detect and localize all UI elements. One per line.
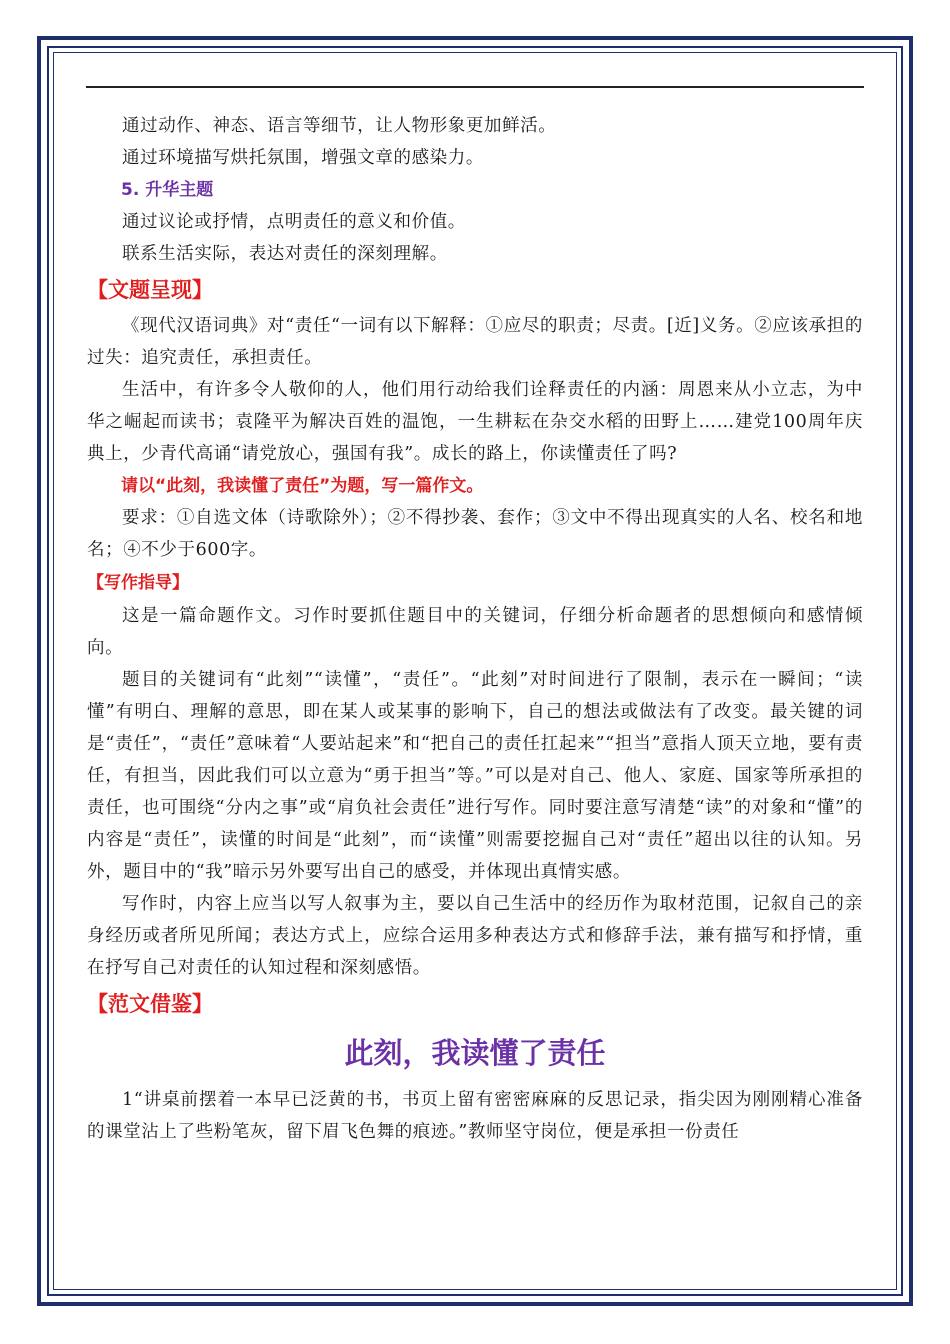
- essay-title: 此刻，我读懂了责任: [344, 1036, 606, 1070]
- topic-paragraph: 生活中，有许多令人敬仰的人，他们用行动给我们诠释责任的内涵：周恩来从小立志，为中华之崛起而读书；袁隆平为解决百姓的温饱，一生耕耘在杂交水稻的田野上……建党100周年庆典上，少青代高诵“请党放心，强国有我”。成长的路上，你读懂责任了吗?: [87, 380, 863, 464]
- body-line: 通过动作、神态、语言等细节，让人物形象更加鲜活。: [122, 116, 557, 136]
- model-heading: 【范文借鉴】: [87, 992, 213, 1016]
- document-body: [87, 110, 863, 1148]
- topic-requirements: 要求：①自选文体（诗歌除外）；②不得抄袭、套作；③文中不得出现真实的人名、校名和地名；④不少于600字。: [87, 508, 863, 560]
- topic-instruction: 请以“此刻，我读懂了责任”为题，写一篇作文。: [121, 476, 484, 496]
- guide-paragraph: 题目的关键词有“此刻”“读懂”，“责任”。“此刻”对时间进行了限制，表示在一瞬间；“读懂”有明白、理解的意思，即在某人或某事的影响下，自己的想法或做法有了改变。最关键的词是“责任”，“责任”意味着“人要站起来”和“把自己的责任扛起来”“担当”意指人顶天立地，要有责任，有担当，因此我们可以立意为“勇于担当”等。”可以是对自己、他人、家庭、国家等所承担的责任，也可围绕“分内之事”或“肩负社会责任”进行写作。同时要注意写清楚“读”的对象和“懂”的内容是“责任”，读懂的时间是“此刻”，而“读懂”则需要挖掘自己对“责任”超出以往的认知。另外，题目中的“我”暗示另外要写出自己的感受，并体现出真情实感。: [87, 670, 863, 882]
- body-line: 通过议论或抒情，点明责任的意义和价值。: [122, 212, 466, 232]
- guide-paragraph: 写作时，内容上应当以写人叙事为主，要以自己生活中的经历作为取材范围，记叙自己的亲身经历或者所见所闻；表达方式上，应综合运用多种表达方式和修辞手法，兼有描写和抒情，重在抒写自己对责任的认知过程和深刻感悟。: [87, 894, 863, 978]
- guide-heading: 【写作指导】: [87, 573, 189, 593]
- guide-paragraph: 这是一篇命题作文。习作时要抓住题目中的关键词，仔细分析命题者的思想倾向和感情倾向。: [87, 606, 863, 658]
- header-rule: [86, 86, 864, 88]
- topic-paragraph: 《现代汉语词典》对“责任“一词有以下解释：①应尽的职责；尽责。[近]义务。②应该承担的过失：追究责任，承担责任。: [87, 316, 863, 368]
- section-heading-5: 5. 升华主题: [121, 180, 214, 200]
- essay-paragraph: 1“讲桌前摆着一本早已泛黄的书，书页上留有密密麻麻的反思记录，指尖因为刚刚精心准备的课堂沾上了些粉笔灰，留下眉飞色舞的痕迹。”教师坚守岗位，便是承担一份责任: [87, 1090, 863, 1142]
- body-line: 联系生活实际，表达对责任的深刻理解。: [122, 244, 448, 264]
- topic-heading: 【文题呈现】: [87, 278, 213, 302]
- body-line: 通过环境描写烘托氛围，增强文章的感染力。: [122, 148, 484, 168]
